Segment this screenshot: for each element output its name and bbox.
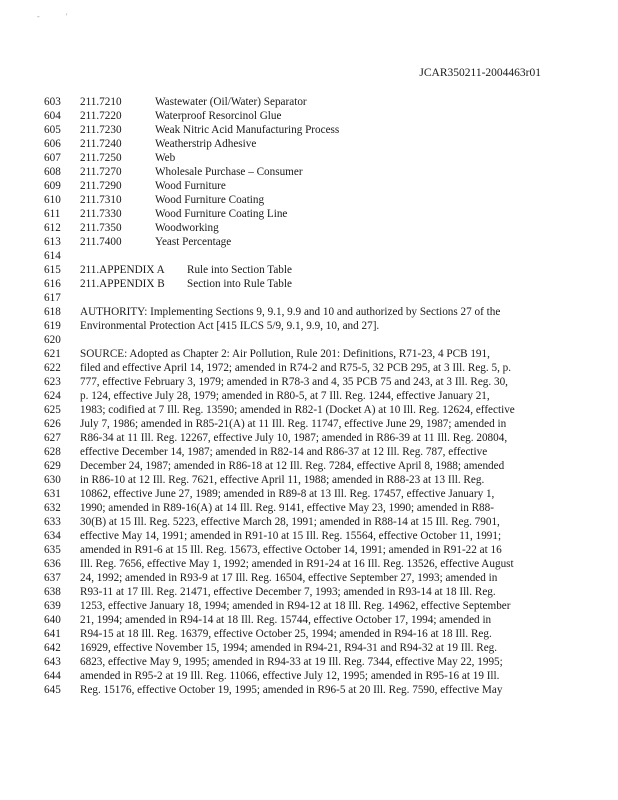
source-text: Ill. Reg. 7656, effective May 1, 1992; amended in R91-24 at 16 Ill. Reg. 13526, effective August — [80, 558, 514, 570]
source-line — [0, 361, 618, 375]
source-line — [0, 655, 618, 669]
source-line — [0, 613, 618, 627]
section-title: Wood Furniture — [155, 180, 226, 192]
table-row — [0, 123, 618, 137]
section-number: 211.7350 — [80, 222, 122, 234]
source-line — [0, 585, 618, 599]
source-line — [0, 515, 618, 529]
table-row — [0, 193, 618, 207]
authority-line — [0, 319, 618, 333]
source-line — [0, 641, 618, 655]
source-line — [0, 459, 618, 473]
source-text: 1990; amended in R89-16(A) at 14 Ill. Reg. 9141, effective May 23, 1990; amended in R88- — [80, 502, 494, 514]
table-row — [0, 179, 618, 193]
line-number: 615 — [44, 264, 61, 276]
line-number: 623 — [44, 376, 61, 388]
blank-line — [0, 249, 618, 263]
source-line — [0, 501, 618, 515]
line-number: 613 — [44, 236, 61, 248]
section-title: Waterproof Resorcinol Glue — [155, 110, 282, 122]
line-number: 643 — [44, 656, 61, 668]
line-number: 611 — [44, 208, 61, 220]
section-title: Weatherstrip Adhesive — [155, 138, 257, 150]
section-title: Woodworking — [155, 222, 219, 234]
appendix-row — [0, 277, 618, 291]
line-number: 604 — [44, 110, 61, 122]
line-number: 617 — [44, 292, 61, 304]
source-text: 10862, effective June 27, 1989; amended in R89-8 at 13 Ill. Reg. 17457, effective January 1, — [80, 488, 495, 500]
appendix-title: Rule into Section Table — [187, 264, 292, 276]
line-number: 640 — [44, 614, 61, 626]
table-row — [0, 95, 618, 109]
line-number: 633 — [44, 516, 61, 528]
source-text: R93-11 at 17 Ill. Reg. 21471, effective December 7, 1993; amended in R93-14 at 18 Ill. Reg. — [80, 586, 496, 598]
source-line — [0, 389, 618, 403]
line-number: 605 — [44, 124, 61, 136]
source-text: Reg. 15176, effective October 19, 1995; amended in R96-5 at 20 Ill. Reg. 7590, effective May — [80, 684, 503, 696]
section-title: Yeast Percentage — [155, 236, 232, 248]
source-text: July 7, 1986; amended in R85-21(A) at 11 Ill. Reg. 11747, effective June 29, 1987; amended in — [80, 418, 507, 430]
line-number: 608 — [44, 166, 61, 178]
source-text: effective May 14, 1991; amended in R91-10 at 15 Ill. Reg. 15564, effective October 11, 1991; — [80, 530, 502, 542]
line-number: 634 — [44, 530, 61, 542]
source-text: p. 124, effective July 28, 1979; amended in R80-5, at 7 Ill. Reg. 1244, effective January 21, — [80, 390, 490, 402]
source-text: 16929, effective November 15, 1994; amended in R94-21, R94-31 and R94-32 at 19 Ill. Reg. — [80, 642, 498, 654]
section-number: 211.7400 — [80, 236, 122, 248]
source-text: R94-15 at 18 Ill. Reg. 16379, effective October 25, 1994; amended in R94-16 at 18 Ill. Reg. — [80, 628, 492, 640]
line-number: 645 — [44, 684, 61, 696]
source-line — [0, 487, 618, 501]
line-number: 620 — [44, 334, 61, 346]
source-text: 1983; codified at 7 Ill. Reg. 13590; amended in R82-1 (Docket A) at 10 Ill. Reg. 12624, effective — [80, 404, 515, 416]
line-number: 635 — [44, 544, 61, 556]
document-id: JCAR350211-2004463r01 — [419, 67, 541, 79]
source-line — [0, 669, 618, 683]
table-row — [0, 235, 618, 249]
section-number: 211.7310 — [80, 194, 122, 206]
source-line — [0, 571, 618, 585]
source-line — [0, 683, 618, 697]
line-number: 639 — [44, 600, 61, 612]
authority-line — [0, 305, 618, 319]
section-title: Weak Nitric Acid Manufacturing Process — [155, 124, 340, 136]
line-number: 632 — [44, 502, 61, 514]
section-title: Wood Furniture Coating — [155, 194, 265, 206]
table-row — [0, 207, 618, 221]
source-text: 30(B) at 15 Ill. Reg. 5223, effective March 28, 1991; amended in R88-14 at 15 Ill. Reg. 7901, — [80, 516, 500, 528]
line-number: 628 — [44, 446, 61, 458]
source-text: amended in R91-6 at 15 Ill. Reg. 15673, effective October 14, 1991; amended in R91-22 at 16 — [80, 544, 502, 556]
source-text: amended in R95-2 at 19 Ill. Reg. 11066, effective July 12, 1995; amended in R95-16 at 19 Ill. — [80, 670, 500, 682]
appendix-title: Section into Rule Table — [187, 278, 292, 290]
section-number: 211.7220 — [80, 110, 122, 122]
section-title: Wastewater (Oil/Water) Separator — [155, 96, 307, 108]
section-title: Wood Furniture Coating Line — [155, 208, 288, 220]
table-row — [0, 151, 618, 165]
line-number: 627 — [44, 432, 61, 444]
line-number: 603 — [44, 96, 61, 108]
source-line — [0, 599, 618, 613]
line-number: 631 — [44, 488, 61, 500]
blank-line — [0, 291, 618, 305]
line-number: 614 — [44, 250, 61, 262]
appendix-row — [0, 263, 618, 277]
line-number: 622 — [44, 362, 61, 374]
source-text: 24, 1992; amended in R93-9 at 17 Ill. Reg. 16504, effective September 27, 1993; amended in — [80, 572, 498, 584]
line-number: 625 — [44, 404, 61, 416]
line-number: 606 — [44, 138, 61, 150]
line-number: 644 — [44, 670, 61, 682]
blank-line — [0, 333, 618, 347]
line-number: 618 — [44, 306, 61, 318]
line-number: 642 — [44, 642, 61, 654]
source-line — [0, 473, 618, 487]
line-number: 629 — [44, 460, 61, 472]
section-title: Wholesale Purchase – Consumer — [155, 166, 303, 178]
source-text: R86-34 at 11 Ill. Reg. 12267, effective July 10, 1987; amended in R86-39 at 11 Ill. Reg. 20804, — [80, 432, 508, 444]
line-number: 626 — [44, 418, 61, 430]
line-number: 630 — [44, 474, 61, 486]
authority-text: Environmental Protection Act [415 ILCS 5/9, 9.1, 9.9, 10, and 27]. — [80, 320, 380, 332]
line-number: 609 — [44, 180, 61, 192]
source-text: SOURCE: Adopted as Chapter 2: Air Pollution, Rule 201: Definitions, R71-23, 4 PCB 191, — [80, 348, 490, 360]
section-number: 211.7230 — [80, 124, 122, 136]
line-number: 616 — [44, 278, 61, 290]
section-number: 211.7240 — [80, 138, 122, 150]
table-row — [0, 137, 618, 151]
section-title: Web — [155, 152, 176, 164]
source-line — [0, 347, 618, 361]
source-line — [0, 627, 618, 641]
source-line — [0, 529, 618, 543]
section-number: 211.7250 — [80, 152, 122, 164]
source-text: 777, effective February 3, 1979; amended in R78-3 and 4, 35 PCB 75 and 243, at 3 Ill. Reg. 30, — [80, 376, 508, 388]
section-number: 211.7290 — [80, 180, 122, 192]
source-line — [0, 543, 618, 557]
source-text: December 24, 1987; amended in R86-18 at 12 Ill. Reg. 7284, effective April 8, 1988; amended — [80, 460, 505, 472]
source-text: filed and effective April 14, 1972; amended in R74-2 and R75-5, 32 PCB 295, at 3 Ill. Reg. 5, p. — [80, 362, 512, 374]
source-text: effective December 14, 1987; amended in R82-14 and R86-37 at 12 Ill. Reg. 787, effective — [80, 446, 488, 458]
section-number: 211.7330 — [80, 208, 122, 220]
appendix-number: 211.APPENDIX B — [80, 278, 165, 290]
source-line — [0, 375, 618, 389]
line-number: 636 — [44, 558, 61, 570]
source-line — [0, 417, 618, 431]
line-number: 607 — [44, 152, 61, 164]
scan-mark: ' — [66, 12, 68, 21]
source-text: 6823, effective May 9, 1995; amended in R94-33 at 19 Ill. Reg. 7344, effective May 22, 1995; — [80, 656, 503, 668]
line-number: 638 — [44, 586, 61, 598]
line-number: 612 — [44, 222, 61, 234]
line-number: 619 — [44, 320, 61, 332]
source-line — [0, 431, 618, 445]
source-line — [0, 557, 618, 571]
source-text: in R86-10 at 12 Ill. Reg. 7621, effective April 11, 1988; amended in R88-23 at 13 Ill. Reg. — [80, 474, 485, 486]
table-row — [0, 109, 618, 123]
table-row — [0, 221, 618, 235]
line-number: 637 — [44, 572, 61, 584]
section-number: 211.7210 — [80, 96, 122, 108]
section-number: 211.7270 — [80, 166, 122, 178]
source-text: 1253, effective January 18, 1994; amended in R94-12 at 18 Ill. Reg. 14962, effective September — [80, 600, 511, 612]
appendix-number: 211.APPENDIX A — [80, 264, 165, 276]
line-number: 621 — [44, 348, 61, 360]
table-row — [0, 165, 618, 179]
source-line — [0, 445, 618, 459]
source-line — [0, 403, 618, 417]
line-number: 610 — [44, 194, 61, 206]
source-text: 21, 1994; amended in R94-14 at 18 Ill. Reg. 15744, effective October 17, 1994; amended in — [80, 614, 492, 626]
authority-text: AUTHORITY: Implementing Sections 9, 9.1, 9.9 and 10 and authorized by Sections 27 of the — [80, 306, 501, 318]
scan-mark: - — [37, 12, 40, 21]
line-number: 641 — [44, 628, 61, 640]
line-number: 624 — [44, 390, 61, 402]
